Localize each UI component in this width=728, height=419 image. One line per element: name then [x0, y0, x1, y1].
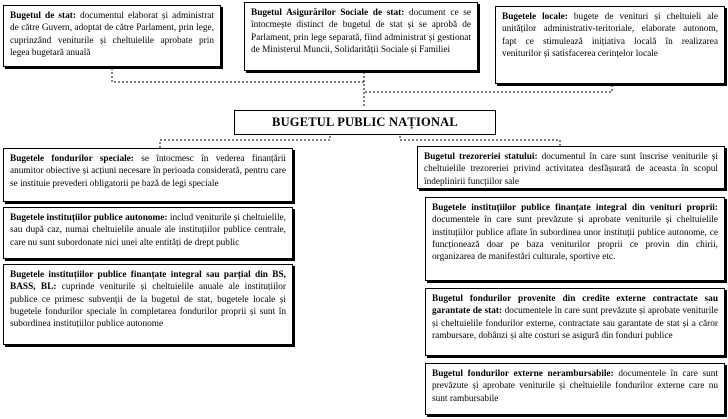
box-bugetele-institutiilor-venituri-proprii	[425, 197, 725, 281]
box-label: Bugetul fondurilor provenite din credite externe contractate sau garantate de stat:	[432, 294, 718, 317]
connector-left	[160, 136, 330, 148]
box-text: se întocmesc în vederea finanțării anumitor obiective și acțiuni necesare în perioada considerată, pentru care se instituie prevederi obligatorii pe bază de legi speciale	[10, 154, 286, 189]
box-label: Bugetele instituțiilor publice finanțate integral din venituri proprii:	[432, 203, 718, 213]
connector-top-right	[364, 85, 612, 92]
box-text: bugete de venituri și cheltuieli ale unităților administrativ-teritoriale, elaborate autonom, fapt ce stimulează inițiativa locală în realizarea veniturilor și satisfacerea cerințelor locale	[502, 12, 718, 59]
connector-top-left	[112, 68, 364, 108]
connector-right	[400, 136, 560, 146]
page-title: BUGETUL PUBLIC NAȚIONAL	[234, 110, 496, 135]
box-text: documentul elaborat și administrat de către Guvern, adoptat de către Parlament, prin lege, cuprinzând veniturile și cheltuielile aprobate prin legea bugetară anuală	[10, 11, 215, 58]
box-text: documentele în care sunt prevăzute și aprobate veniturile și cheltuielile instituțiilor publice aflate în subordinea unor instituții publice autonome, ce funcționează doar pe baza veniturilor proprii ce provin din chirii, organizarea de manifestări culturale, sportive etc.	[432, 215, 718, 263]
box-label: Bugetele fondurilor speciale:	[10, 154, 134, 164]
box-label: Bugetele instituțiilor publice autonome:	[10, 213, 168, 223]
box-text: documentele în care sunt prevăzute și aprobate veniturile și cheltuielile fondurilor externe, contractate sau garantate de stat și a căror rambursare, dobânzi și alte costuri se asigură din fonduri publice	[432, 306, 718, 341]
box-bugetul-de-stat	[3, 5, 221, 67]
box-bugetele-institutiilor-autonome	[3, 207, 293, 259]
box-label: Bugetul Asigurărilor Sociale de stat:	[251, 8, 405, 18]
box-label: Bugetul de stat:	[10, 11, 76, 21]
box-text: includ veniturile și cheltuielile, sau după caz, numai cheltuielile anuale ale instituțiilor publice centrale, care nu sunt subordonate nici unei alte entități de drept public	[10, 213, 286, 248]
box-bugetele-locale	[495, 6, 725, 84]
box-bugetele-institutiilor-finantate-bs-bass-bl	[3, 264, 293, 345]
box-text: document ce se întocmește distinct de bugetul de stat și se aprobă de Parlament, prin lege separată, fiind administrat și gestionat de Ministerul Muncii, Solidarității Sociale și Familiei	[251, 8, 471, 55]
box-label: Bugetele locale:	[502, 12, 568, 22]
box-bugetul-trezoreriei-statului	[417, 146, 725, 189]
box-bugetul-fondurilor-credite-externe	[425, 288, 725, 356]
box-bugetele-fondurilor-speciale	[3, 148, 293, 202]
box-label: Bugetul trezoreriei statului:	[424, 152, 538, 162]
box-bugetul-asigurarilor-sociale	[244, 2, 478, 71]
box-text: cuprinde veniturile și cheltuielile anuale ale instituțiilor publice ce primesc subvenții de la bugetul de stat, bugetele locale și bugetele fondurilor speciale în completarea fondurilor proprii și sunt în subordinea instituțiilor publice autonome	[10, 282, 286, 330]
box-text: documentele în care sunt prevăzute și aprobate veniturile și cheltuielile fondurilor externe care nu sunt rambursabile	[432, 369, 719, 404]
box-bugetul-fondurilor-externe-nerambursabile	[425, 363, 725, 415]
box-label: Bugetele instituțiilor publice finanțate integral sau parțial din BS, BASS, BL:	[10, 270, 286, 293]
box-text: documentul în care sunt înscrise veniturile și cheltuielile trezoreriei privind activitatea desfășurată de aceasta în scopul îndeplinirii funcțiilor sale	[424, 152, 719, 187]
box-label: Bugetul fondurilor externe nerambursabile:	[432, 369, 614, 379]
